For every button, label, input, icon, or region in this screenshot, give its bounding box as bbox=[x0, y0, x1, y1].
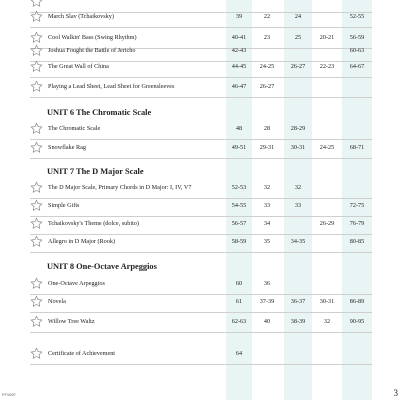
star-icon[interactable] bbox=[30, 44, 43, 57]
piece-row bbox=[30, 312, 372, 333]
star-icon[interactable] bbox=[30, 217, 43, 230]
page-ref-col-1: 49-51 bbox=[231, 144, 247, 151]
page-ref-col-4: 20-21 bbox=[319, 34, 335, 41]
page-ref-col-2: 37-39 bbox=[259, 298, 275, 305]
page-ref-col-5: 86-89 bbox=[349, 298, 365, 305]
page-ref-col-1: 62-63 bbox=[231, 318, 247, 325]
piece-title: Simple Gifts bbox=[48, 202, 80, 209]
page-ref-col-5: 64-67 bbox=[349, 63, 365, 70]
page-ref-col-4: 30-31 bbox=[319, 298, 335, 305]
page-ref-col-3: 30-31 bbox=[290, 144, 306, 151]
footer-code: FF1097 bbox=[2, 392, 16, 397]
star-icon[interactable] bbox=[30, 60, 43, 73]
page-ref-col-4: 22-23 bbox=[319, 63, 335, 70]
page-ref-col-3: 28-29 bbox=[290, 125, 306, 132]
page-ref-col-2: 34 bbox=[263, 220, 271, 227]
unit-heading: UNIT 8 One-Octave Arpeggios bbox=[47, 262, 157, 271]
page-ref-col-2: 28 bbox=[263, 125, 271, 132]
piece-title: Cool Walkin' Bass (Swing Rhythm) bbox=[48, 34, 137, 41]
page-ref-col-2: 22 bbox=[263, 13, 271, 20]
page-ref-col-2: 24-25 bbox=[259, 63, 275, 70]
star-icon[interactable] bbox=[30, 199, 43, 212]
page-ref-col-1: 42-43 bbox=[231, 47, 247, 54]
piece-title: Playing a Lead Sheet, Lead Sheet for Greensleeves bbox=[48, 83, 175, 90]
page-ref-col-2: 23 bbox=[263, 34, 271, 41]
piece-row bbox=[30, 138, 372, 159]
page-ref-col-2: 40 bbox=[263, 318, 271, 325]
piece-row bbox=[30, 344, 372, 365]
piece-title: Tchaikovsky's Theme (dolce, subito) bbox=[48, 220, 139, 227]
page-ref-col-1: 44-45 bbox=[231, 63, 247, 70]
page-ref-col-1: 40-41 bbox=[231, 34, 247, 41]
page-ref-col-1: 56-57 bbox=[231, 220, 247, 227]
piece-row bbox=[30, 7, 372, 28]
piece-title: Willow Tree Waltz bbox=[48, 318, 95, 325]
page-ref-col-4: 26-29 bbox=[319, 220, 335, 227]
piece-title: Certificate of Achievement bbox=[48, 350, 116, 357]
page-ref-col-5: 80-85 bbox=[349, 238, 365, 245]
page-ref-col-3: 32 bbox=[294, 184, 302, 191]
piece-title: Snowflake Rag bbox=[48, 144, 86, 151]
page-ref-col-4: 24-25 bbox=[319, 144, 335, 151]
page-ref-col-5: 68-71 bbox=[349, 144, 365, 151]
unit-heading: UNIT 6 The Chromatic Scale bbox=[47, 108, 152, 117]
star-icon[interactable] bbox=[30, 277, 43, 290]
page-ref-col-1: 52-53 bbox=[231, 184, 247, 191]
star-icon[interactable] bbox=[30, 122, 43, 135]
page-ref-col-5: 90-95 bbox=[349, 318, 365, 325]
page-ref-col-5: 72-75 bbox=[349, 202, 365, 209]
page-ref-col-5: 56-59 bbox=[349, 34, 365, 41]
page-ref-col-3: 34-35 bbox=[290, 238, 306, 245]
page-ref-col-5: 52-55 bbox=[349, 13, 365, 20]
piece-title: Novela bbox=[48, 298, 66, 305]
piece-title: Allegro in D Major (Rook) bbox=[48, 238, 116, 245]
page-ref-col-2: 36 bbox=[263, 280, 271, 287]
page-ref-col-2: 33 bbox=[263, 202, 271, 209]
page-ref-col-1: 46-47 bbox=[231, 83, 247, 90]
page-ref-col-3: 38-39 bbox=[290, 318, 306, 325]
piece-title: The Chromatic Scale bbox=[48, 125, 101, 132]
page-ref-col-5: 60-63 bbox=[349, 47, 365, 54]
page-ref-col-2: 35 bbox=[263, 238, 271, 245]
page-ref-col-3: 36-37 bbox=[290, 298, 306, 305]
page-ref-col-3: 26-27 bbox=[290, 63, 306, 70]
star-icon[interactable] bbox=[30, 235, 43, 248]
page-ref-col-5: 76-79 bbox=[349, 220, 365, 227]
star-icon[interactable] bbox=[30, 181, 43, 194]
page-ref-col-3: 25 bbox=[294, 34, 302, 41]
page-number: 3 bbox=[393, 388, 398, 398]
page-ref-col-3: 33 bbox=[294, 202, 302, 209]
page-ref-col-1: 54-55 bbox=[231, 202, 247, 209]
page-ref-col-3: 24 bbox=[294, 13, 302, 20]
piece-row bbox=[30, 292, 372, 313]
piece-row bbox=[30, 57, 372, 78]
star-icon[interactable] bbox=[30, 315, 43, 328]
piece-title: One-Octave Arpeggios bbox=[48, 280, 105, 287]
star-icon[interactable] bbox=[30, 80, 43, 93]
piece-title: The D Major Scale, Primary Chords in D Major: I, IV, V7 bbox=[48, 184, 192, 191]
piece-title: Joshua Fought the Battle of Jericho bbox=[48, 47, 136, 54]
page-ref-col-1: 60 bbox=[235, 280, 243, 287]
page-ref-col-1: 39 bbox=[235, 13, 243, 20]
piece-row bbox=[30, 119, 372, 140]
star-icon[interactable] bbox=[30, 295, 43, 308]
piece-row bbox=[30, 77, 372, 98]
page-ref-col-2: 26-27 bbox=[259, 83, 275, 90]
star-icon[interactable] bbox=[30, 10, 43, 23]
page-ref-col-4: 32 bbox=[323, 318, 331, 325]
page-ref-col-2: 29-31 bbox=[259, 144, 275, 151]
page-ref-col-1: 58-59 bbox=[231, 238, 247, 245]
piece-title: March Slav (Tchaikovsky) bbox=[48, 13, 114, 20]
unit-heading: UNIT 7 The D Major Scale bbox=[47, 167, 144, 176]
star-icon[interactable] bbox=[30, 141, 43, 154]
piece-title: The Great Wall of China bbox=[48, 63, 109, 70]
star-icon[interactable] bbox=[30, 347, 43, 360]
page-ref-col-2: 32 bbox=[263, 184, 271, 191]
piece-row bbox=[30, 232, 372, 253]
page-ref-col-1: 48 bbox=[235, 125, 243, 132]
page-ref-col-1: 61 bbox=[235, 298, 243, 305]
page-ref-col-1: 64 bbox=[235, 350, 243, 357]
